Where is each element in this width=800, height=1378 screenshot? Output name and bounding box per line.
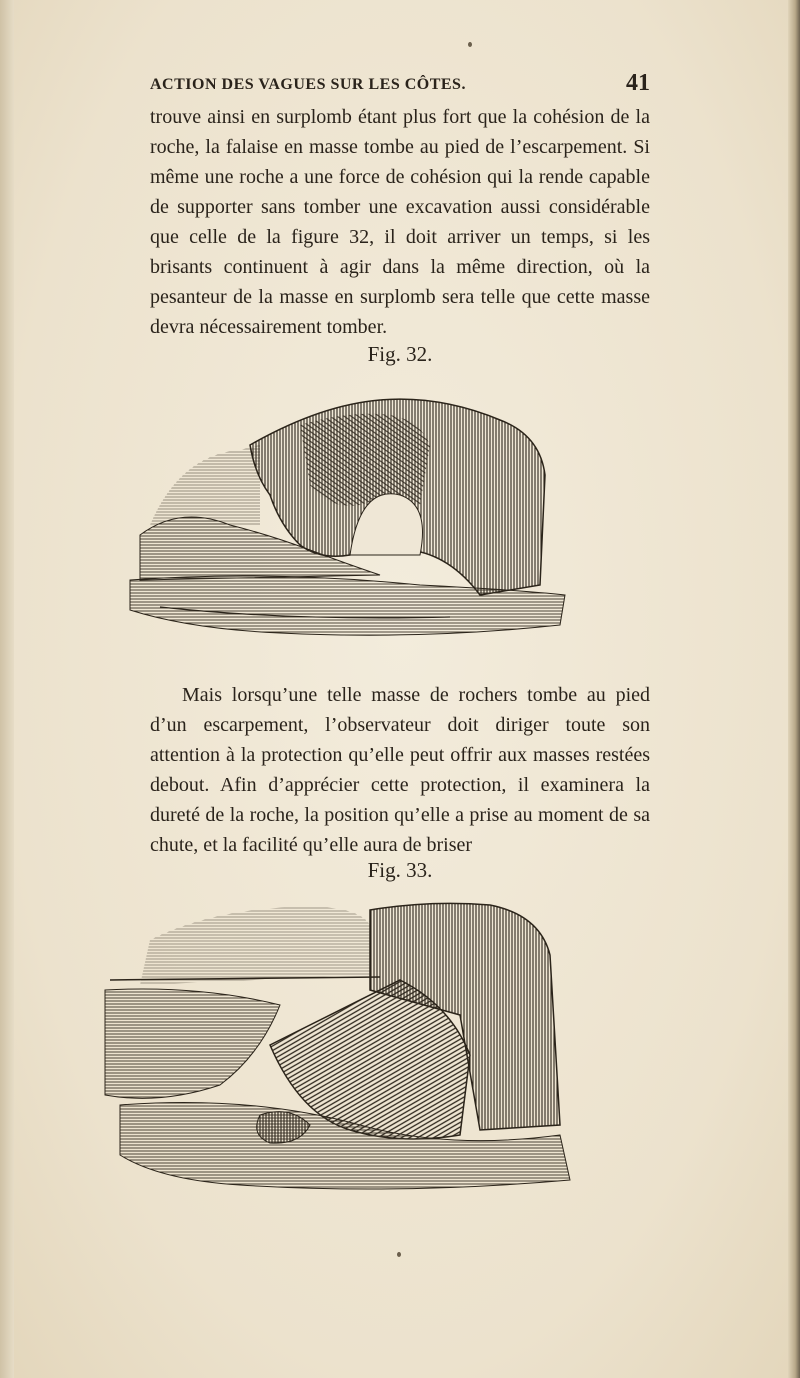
figure-33-engraving <box>100 895 600 1195</box>
page-number: 41 <box>626 70 650 96</box>
paragraph-2: Mais lorsqu’une telle masse de rochers tombe au pied d’un escarpement, l’observateur doit diriger toute son attention à la protection qu’elle peut offrir aux masses restées debout. Afin d’apprécier cette protection, il examinera la dureté de la roche, la position qu’elle a prise au moment de sa chute, et la facilité qu’elle aura de briser <box>150 684 650 856</box>
figure-32-engraving <box>120 385 570 645</box>
page-gutter <box>0 0 14 1378</box>
ink-speck <box>468 42 472 47</box>
figure-32-caption: Fig. 32. <box>367 342 433 366</box>
figure-32-illustration <box>120 385 570 645</box>
page-edge <box>788 0 800 1378</box>
paragraph-1: trouve ainsi en surplomb étant plus fort que la cohésion de la roche, la falaise en masse tombe au pied de l’escarpement. Si même une roche a une force de cohésion qui la rende capable de supporter sans tomber une excavation aussi considérable que celle de la figure 32, il doit arriver un temps, si les brisants continuent à agir dans la même direction, où la pesanteur de la masse en surplomb sera telle que cette masse devra nécessairement tomber. <box>150 106 650 338</box>
ink-speck <box>397 1252 401 1257</box>
running-title: ACTION DES VAGUES SUR LES CÔTES. <box>150 76 466 93</box>
figure-33-illustration <box>100 895 600 1195</box>
figure-33-caption: Fig. 33. <box>367 858 433 882</box>
running-head <box>150 70 650 100</box>
